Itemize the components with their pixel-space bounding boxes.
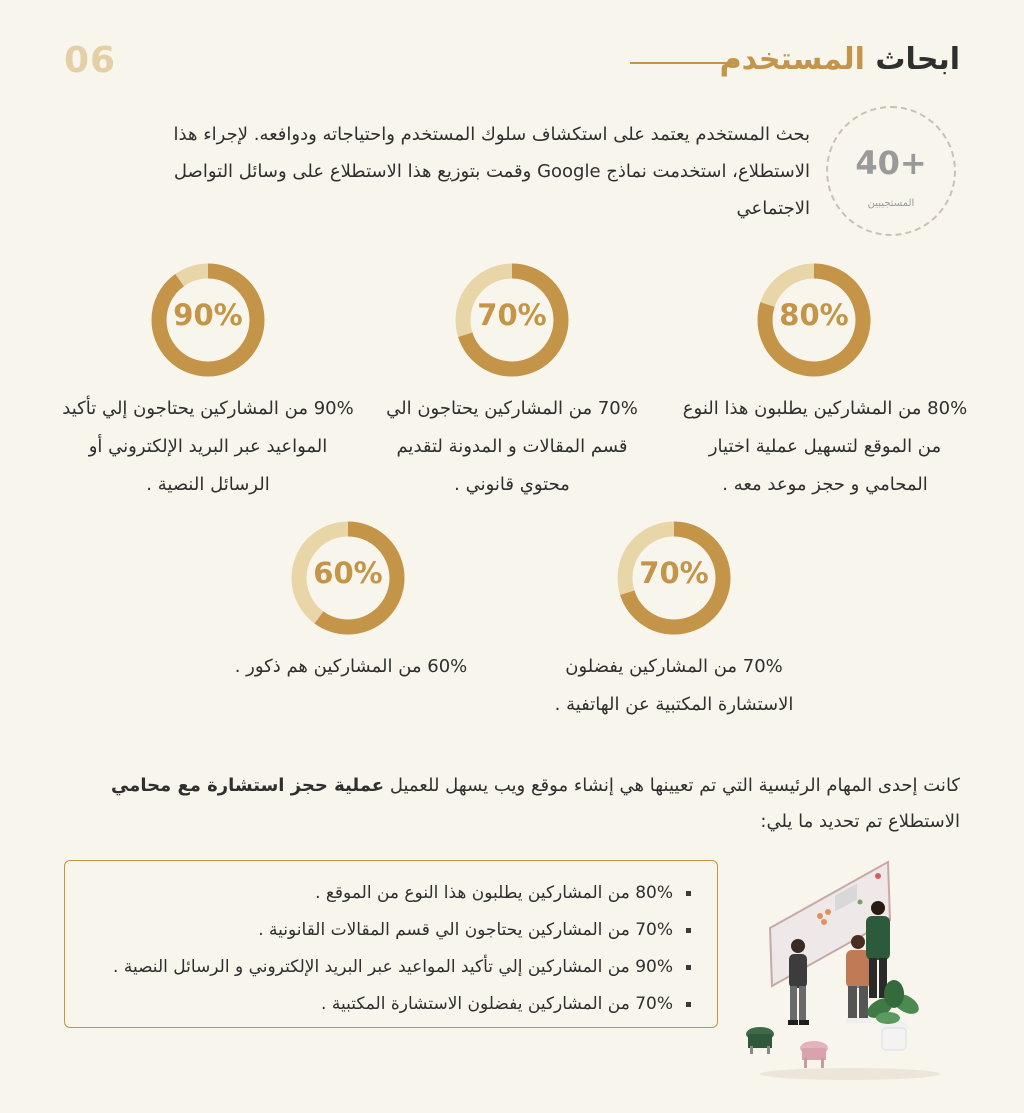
page-title-dark: ابحاث [875, 42, 960, 77]
respondents-count: 40+ [855, 144, 927, 182]
team-meeting-illustration [740, 858, 970, 1088]
stat-ring-5 [288, 518, 408, 642]
stat-ring-4 [614, 518, 734, 642]
stat-text: 70% من المشاركين يحتاجون الي قسم المقالات و المدونة لتقديم محتوي قانوني . [386, 398, 638, 495]
summary-box [64, 860, 718, 1028]
bullet-icon [686, 928, 691, 933]
respondents-label: المستجيبين [867, 198, 915, 209]
task-text-part2: الاستطلاع تم تحديد ما يلي: [760, 811, 960, 832]
stat-ring-2 [452, 260, 572, 384]
list-item [113, 912, 693, 949]
stat-percent: 70% [639, 556, 709, 590]
stat-percent: 80% [779, 298, 849, 332]
page-number: 06 [64, 40, 117, 81]
page-title-accent: المستخدم [719, 42, 865, 77]
bullet-icon [686, 965, 691, 970]
list-item-text: 80% من المشاركين يطلبون هذا النوع من الموقع . [315, 883, 673, 903]
summary-list [113, 875, 693, 1023]
stat-percent: 70% [477, 298, 547, 332]
task-paragraph [60, 768, 960, 840]
task-text-part1: كانت إحدى المهام الرئيسية التي تم تعيينها هي إنشاء موقع ويب يسهل للعميل [384, 775, 960, 796]
list-item-text: 70% من المشاركين يفضلون الاستشارة المكتبية . [321, 994, 673, 1014]
list-item [113, 949, 693, 986]
stat-percent: 60% [313, 556, 383, 590]
list-item-text: 70% من المشاركين يحتاجون الي قسم المقالات القانونية . [258, 920, 673, 940]
list-item-text: 90% من المشاركين إلي تأكيد المواعيد عبر البريد الإلكتروني و الرسائل النصية . [113, 957, 673, 977]
respondents-badge [826, 106, 956, 236]
stat-text: 90% من المشاركين يحتاجون إلي تأكيد المواعيد عبر البريد الإلكتروني أو الرسائل النصية . [62, 398, 354, 495]
intro-paragraph: بحث المستخدم يعتمد على استكشاف سلوك المستخدم واحتياجاته ودوافعه. لإجراء هذا الاستطلاع، استخدمت نماذج Google وقمت بتوزيع هذا الاستطلاع على وسائل التواصل الاجتماعي [173, 124, 810, 219]
bullet-icon [686, 891, 691, 896]
bullet-icon [686, 1002, 691, 1007]
stat-text: 60% من المشاركين هم ذكور . [234, 656, 468, 677]
task-text-bold: عملية حجز استشارة مع محامي [110, 775, 385, 796]
stat-text: 80% من المشاركين يطلبون هذا النوع من الموقع لتسهيل عملية اختيار المحامي و حجز موعد معه . [682, 398, 968, 495]
page-title [720, 42, 960, 77]
stat-ring-1 [754, 260, 874, 384]
stat-percent: 90% [173, 298, 243, 332]
list-item [113, 875, 693, 912]
list-item [113, 986, 693, 1023]
stat-text: 70% من المشاركين يفضلون الاستشارة المكتبية عن الهاتفية . [554, 656, 794, 715]
stat-ring-3 [148, 260, 268, 384]
